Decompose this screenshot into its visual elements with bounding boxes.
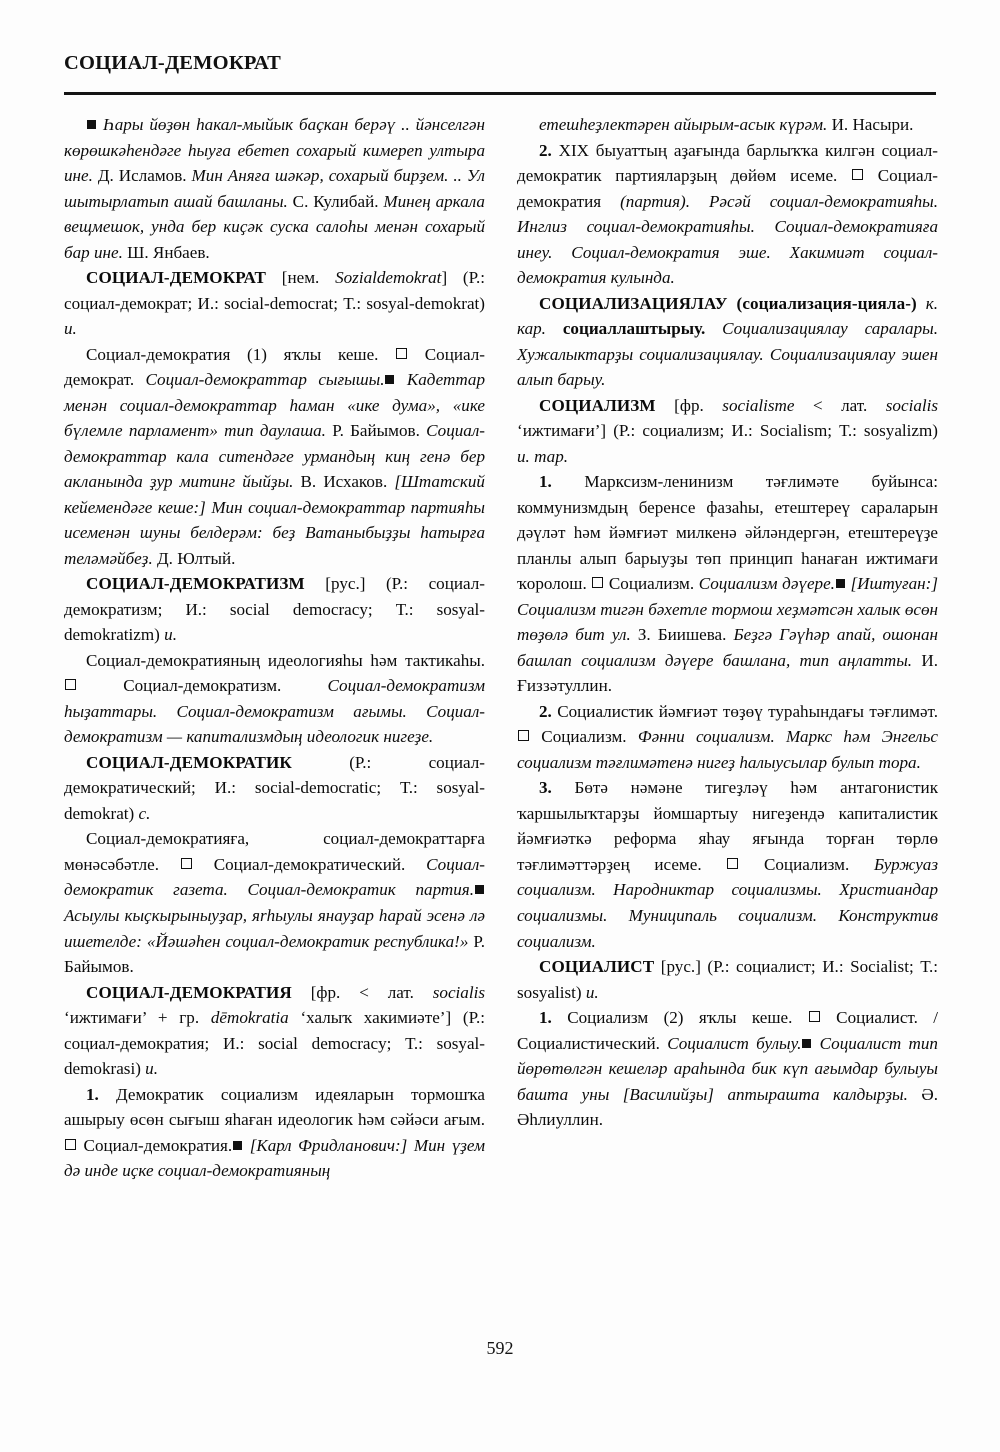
example-text: с. [138,803,151,823]
paragraph [64,112,485,265]
cross-reference: социаллаштырыу. [545,319,706,339]
definition-text: Д. Исламов. [92,166,187,186]
example-text: dēmokratia [210,1008,289,1028]
example-text: socialis [432,982,485,1002]
entry-headword: СОЦИАЛ-ДЕМОКРАТ [86,268,266,288]
left-column [64,112,485,1312]
sense-paragraph [64,1082,485,1184]
example-text: Минең аркала вещмешок, унда бер киҫәк суска салоһы менән сохарый бар ине. [64,191,485,262]
definition-text: И. Насыри. [827,115,914,134]
sense-paragraph [517,775,938,954]
definition-text: Социалист. / Социалистический. [517,1008,938,1053]
translation-marker-icon [727,858,738,869]
entry-headword: СОЦИАЛИЗАЦИЯЛАУ [539,293,728,313]
example-text: Социалист булыу. [667,1033,802,1053]
illustration-marker-icon [836,579,845,588]
dictionary-entry-head [64,265,485,342]
entry-headword: СОЦИАЛИЗМ [539,395,656,415]
definition-text: Социал-демократ. [64,344,485,390]
definition-text: Марксизм-ленинизм тәғлимәте буйынса: коммунизмдың беренсе фазаһы, етештереү сараларын дәүләт һәм йәмғиәт милкенә әйләндергән, етештереүҙе планлы алып барыуҙы төп принцип һанаған ижтимағи ҡоролош. [517,472,939,594]
definition-text: [рус.] (Р.: социал-демократизм; И.: social democracy; Т.: sosyal-demokratizm) [64,574,485,645]
example-text: к. кар. [517,293,938,339]
example-text: [Штатский кейемендәге кеше:] Мин социал-демократтар партияһы исеменән шуны белдерәм: беҙ Ватаныбыҙҙы һатырға теләмәйбеҙ. [64,472,485,568]
example-text: Кадеттар менән социал-демократтар һаман «ике дума», «ике бүлемле парламент» тип даулаша. [64,370,485,441]
definition-text: Социал-демократияның идеологияһы һәм тактикаһы. [86,650,485,670]
example-text: Социал-демократизм һыҙаттары. Социал-демократизм ағымы. Социал-демократизм — капитализмдың идеологик нигеҙе. [64,676,485,747]
definition-text: Социализм. [541,727,638,747]
dictionary-entry-head [517,291,938,393]
definition-text: И. Ғиззәтуллин. [517,650,938,696]
definition-paragraph [64,826,485,979]
translation-marker-icon [518,730,529,741]
example-text: етешһеҙлектәрен айырым-асык күрәм. [539,115,828,134]
definition-text: Социал-демократизм. [123,676,328,696]
sense-number: 1. [86,1084,116,1104]
example-text: Мин Аняға шәкәр, сохарый бирҙем. .. Ул шытырлатып ашай башланы. [64,166,485,211]
definition-text: ] (Р.: социал-демократ; И.: social-democrat; Т.: sosyal-demokrat) [64,268,485,313]
definition-text: [нем. [266,268,336,288]
example-text: socialisme [722,395,795,415]
sense-paragraph [517,1005,938,1133]
definition-text: Р. Байымов. [325,421,420,441]
definition-text: З. Биишева. [630,625,727,645]
definition-text: Социал-демократия (1) яҡлы кеше. [86,344,396,364]
definition-text: Демократик социализм идеяларын тормошҡа ашырыу өсөн сығыш яһаған идеологик һәм сәйәси ағым. [64,1084,485,1130]
sense-number: 1. [539,1008,568,1028]
example-text: Беҙгә Гәүһәр апай, ошонан башлап социализм дәүере башлана, тип аңлатты. [517,625,938,670]
definition-paragraph [64,648,485,750]
illustration-marker-icon [475,885,484,894]
translation-marker-icon [592,577,603,588]
sense-number: 3. [539,778,575,798]
definition-text: С. Кулибай. [287,191,379,211]
header-rule [64,92,936,95]
example-text: Социализм дәүере. [698,574,835,594]
entry-headword: СОЦИАЛИСТ [539,957,655,977]
definition-text: Социализм (2) яҡлы кеше. [567,1008,808,1028]
sense-number: 1. [539,472,585,492]
entry-headword: СОЦИАЛ-ДЕМОКРАТИК [86,752,292,772]
sense-paragraph [517,699,938,776]
example-text: [Карл Фридланович:] Мин үҙем дә инде иҫке социал-демократияның [64,1135,485,1181]
example-text: Социал-демократик газета. Социал-демократик партия. [64,854,485,900]
entry-headword: (социализация- [727,293,858,313]
example-text: Буржуаз социализм. Народниктар социализмы. Христиандар социализмы. Муниципаль социализм. Конструктив социализм. [517,854,938,951]
translation-marker-icon [809,1011,820,1022]
example-text: Асыулы кыҫкырыныуҙар, яrһыулы янауҙар һарай эсенә лә ишетелде: «Йәшәһен социал-демократик республика!» [64,905,485,951]
entry-headword: цияла-) [857,293,917,313]
definition-paragraph [64,342,485,572]
illustration-marker-icon [233,1141,242,1150]
definition-text: Социализм. [763,854,874,874]
dictionary-entry-head [64,750,485,827]
definition-text: [фр. [655,395,723,415]
definition-text: Социал-демократия. [83,1135,233,1155]
translation-marker-icon [65,1139,76,1150]
example-text: Sozialdemokrat [335,268,442,288]
running-head: СОЦИАЛ-ДЕМОКРАТ [64,52,282,74]
paragraph [517,112,938,138]
translation-marker-icon [396,348,407,359]
paragraph [517,138,938,291]
definition-text: XIX быуаттың аҙағында барлыҡҡа килгән социал-демократик партияларҙың дөйөм исеме. [517,140,938,186]
example-text: Социалист тип йөрөтөлгән кешеләр араһында бик күп ағымдар булыуы башта уны [Василийҙы] аптырашта калдырҙы. [517,1033,938,1104]
definition-text: Ә. Әһлиуллин. [517,1084,938,1130]
example-text: Социализациялау саралары. Хужалыктарҙы социализациялау. Социализациялау эшен алып барыу. [517,319,938,390]
dictionary-entry-head [517,393,938,470]
example-text: Һары йөҙөн һакал-мыйык баҫкан берәү .. йәнселгән көрөшкәһендәге һыуға ебетеп сохарый кимереп ултыра ине. [64,115,485,186]
right-column [517,112,938,1312]
definition-text: Д. Юлтый. [152,548,236,568]
dictionary-entry-head [517,954,938,1005]
definition-text: (Р.: социал-демократический; И.: social-democratic; Т.: sosyal-demokrat) [64,752,485,823]
translation-marker-icon [852,169,863,180]
definition-text: Бөтә нәмәне тигеҙләү һәм антагонистик ҡаршылыҡтарҙы йомшартыу нигеҙендә капиталистик йәмғиәткә реформа яһау яғында торған төрлө тәғлимәттәрҙең исеме. [517,778,939,874]
illustration-marker-icon [802,1039,811,1048]
entry-headword: СОЦИАЛ-ДЕМОКРАТИЯ [86,982,292,1002]
entry-headword: СОЦИАЛ-ДЕМОКРАТИЗМ [86,574,305,594]
example-text: (партия). Рәсәй социал-демократияһы. Инглиз социал-демократияһы. Социал-демократияға инеу. Социал-демократия эше. Хакимиәт социал-демократия кулында. [517,191,939,288]
example-text: Социал-демократтар сығышы. [145,370,385,390]
illustration-marker-icon [87,120,96,129]
definition-text: Социализм. [608,574,699,594]
example-text: [Иштуған:] Социализм тигән бәхетле тормош хеҙмәтсән халык өсөн төҙөлә бит ул. [517,574,938,645]
example-text: и. [64,319,77,339]
translation-marker-icon [65,679,76,690]
sense-number: 2. [539,701,558,721]
definition-text: Социал-демократияға, социал-демократтарға мөнәсәбәтле. [64,829,485,874]
example-text: socialis [885,395,939,415]
definition-text: ‘ижтимағи’] (Р.: социализм; И.: Socialism; Т.: sosyalizm) [517,421,938,441]
dictionary-entry-head [64,980,485,1082]
illustration-marker-icon [385,375,394,384]
definition-text: Социал-демократия [517,166,938,211]
dictionary-entry-head [64,571,485,648]
definition-text: ‘ижтимағи’ + гр. [64,1008,211,1028]
example-text: Социал-демократтар кала ситендәге урмандың киң генә бер акланында ҙур митинг йыйҙы. [64,421,485,492]
definition-text: ‘халыҡ хакимиәте’] (Р.: социал-демократия; И.: social democracy; Т.: sosyal-demokrasi) [64,1008,485,1079]
definition-text: В. Исхаков. [293,472,388,492]
example-text: и. [585,982,599,1002]
example-text: и. тар. [517,446,569,466]
text-columns [64,112,938,1312]
example-text: и. [164,625,177,645]
page-number: 592 [486,1338,514,1358]
translation-marker-icon [181,858,192,869]
definition-text: [фр. < лат. [291,982,433,1002]
sense-number: 2. [539,140,552,160]
definition-text: Социалистик йәмғиәт төҙөү тураһындағы тәғлимәт. [557,701,939,721]
definition-text: Р. Байымов. [64,931,485,977]
definition-text: [рус.] (Р.: социалист; И.: Socialist; Т.: sosyalist) [517,957,938,1002]
example-text: и. [145,1059,158,1079]
definition-text: Ш. Янбаев. [122,242,210,262]
definition-text: Социал-демократический. [213,854,427,874]
definition-text: < лат. [794,395,886,415]
sense-paragraph [517,469,938,699]
example-text: Фәнни социализм. Маркс һәм Энгельс социализм тәғлимәтенә нигеҙ һалыусылар булып тора. [517,727,938,772]
